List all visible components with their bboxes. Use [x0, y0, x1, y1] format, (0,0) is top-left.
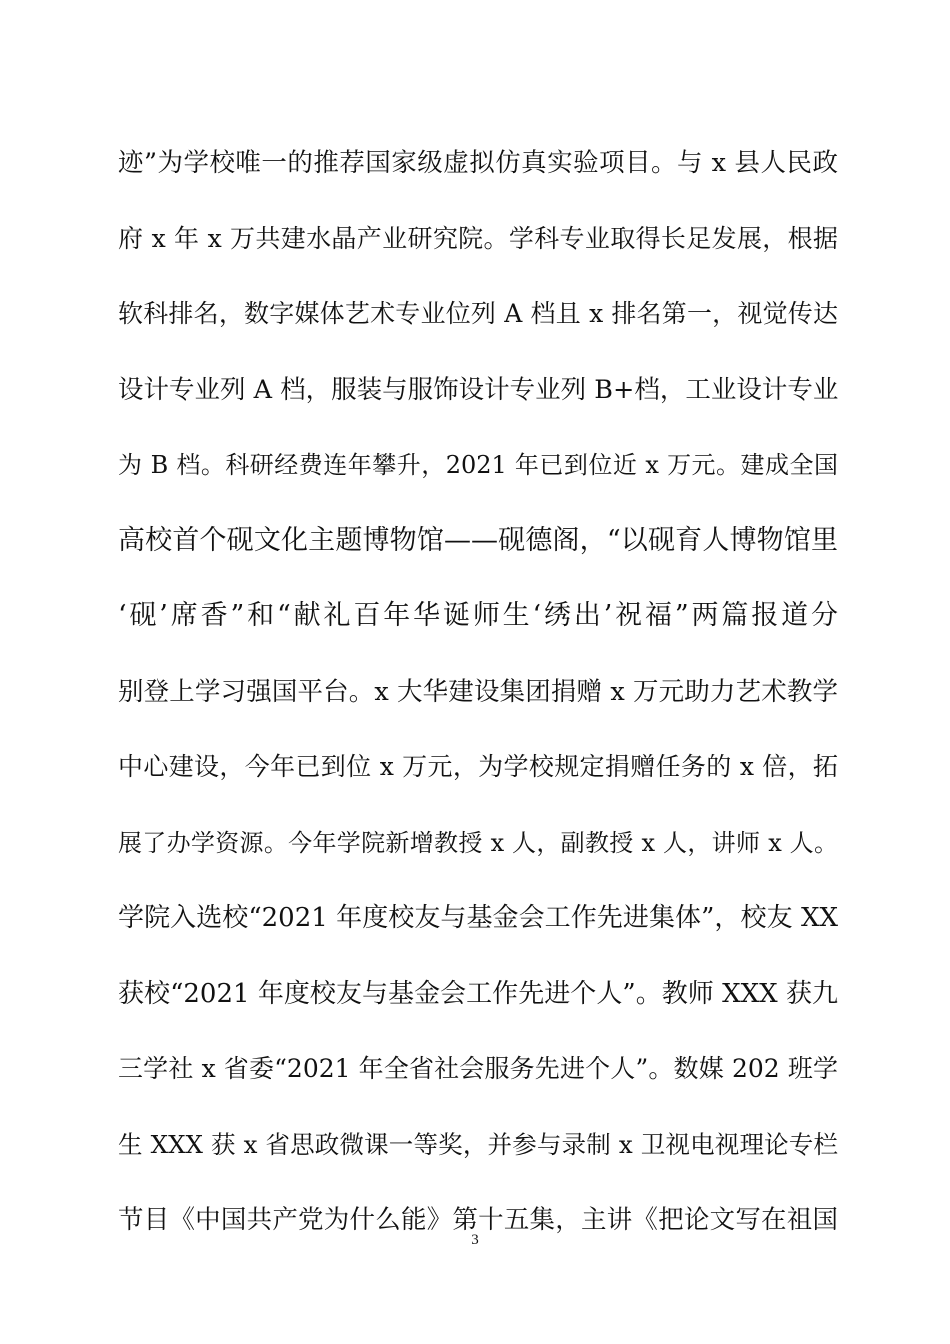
text-line: 府 x 年 x 万共建水晶产业研究院。学科专业取得长足发展，根据: [118, 223, 838, 253]
text-line: 展了办学资源。今年学院新增教授 x 人，副教授 x 人，讲师 x 人。: [118, 828, 838, 857]
text-line: 迹”为学校唯一的推荐国家级虚拟仿真实验项目。与 x 县人民政: [118, 148, 838, 178]
page-number: 3: [471, 1232, 479, 1248]
text-line: 设计专业列 A 档，服装与服饰设计专业列 B+档，工业设计专业: [118, 374, 839, 405]
text-line: 学院入选校“2021 年度校友与基金会工作先进集体”，校友 XX: [118, 903, 838, 933]
text-line: ‘砚’席香”和“献礼百年华诞师生‘绣出’祝福”两篇报道分: [118, 600, 838, 631]
text-line: 节目《中国共产党为什么能》第十五集，主讲《把论文写在祖国: [118, 1205, 838, 1235]
text-line: 软科排名，数字媒体艺术专业位列 A 档且 x 排名第一，视觉传达: [118, 299, 838, 328]
text-line: 为 B 档。科研经费连年攀升，2021 年已到位近 x 万元。建成全国: [118, 451, 838, 479]
text-line: 中心建设，今年已到位 x 万元，为学校规定捐赠任务的 x 倍，拓: [118, 752, 838, 781]
text-line: 别登上学习强国平台。x 大华建设集团捐赠 x 万元助力艺术教学: [118, 676, 838, 707]
text-line: 获校“2021 年度校友与基金会工作先进个人”。教师 XXX 获九: [118, 978, 838, 1009]
text-line: 高校首个砚文化主题博物馆——砚德阁，“以砚育人博物馆里: [118, 524, 838, 556]
text-line: 三学社 x 省委“2021 年全省社会服务先进个人”。数媒 202 班学: [118, 1054, 838, 1083]
text-line: 生 XXX 获 x 省思政微课一等奖，并参与录制 x 卫视电视理论专栏: [118, 1129, 838, 1159]
body-text: [118, 138, 838, 1271]
